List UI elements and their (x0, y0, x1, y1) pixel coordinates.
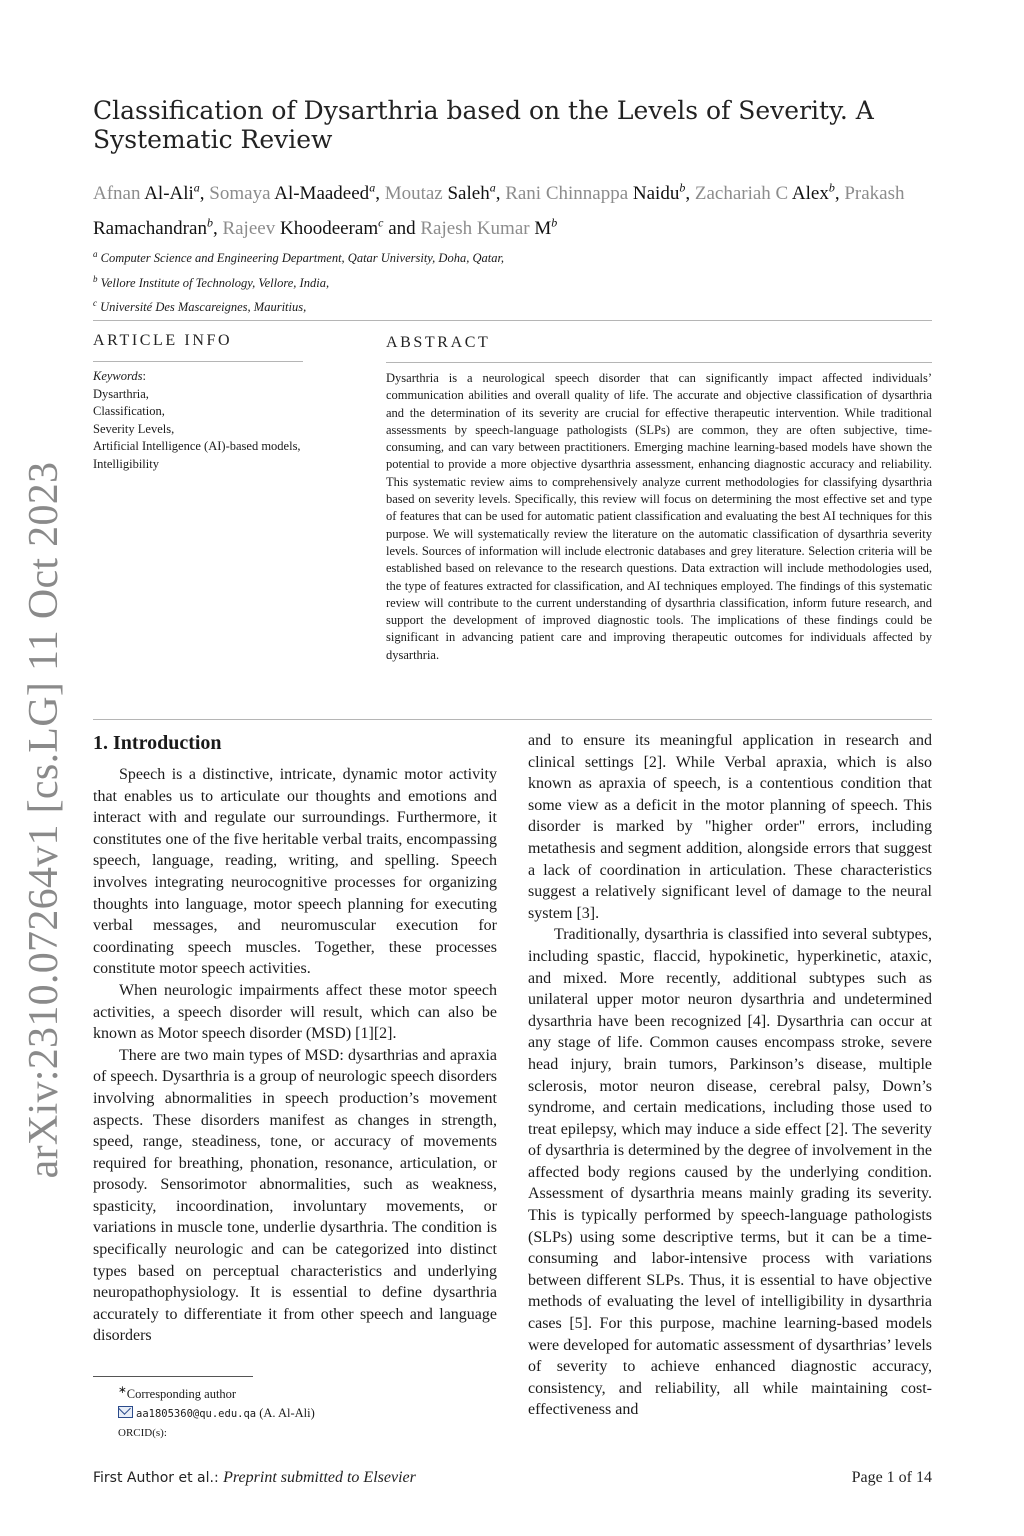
author: Afnan Al-Ali$^a$, (93, 181, 210, 205)
arxiv-identifier: arXiv:2310.07264v1 [cs.LG] 11 Oct 2023 (21, 461, 67, 1179)
author: Rajeev Khoodeeram$^c$ and (222, 215, 421, 239)
right-column (528, 730, 932, 1421)
abstract-rule (386, 362, 932, 363)
article-info-heading: ARTICLE INFO (93, 332, 233, 349)
keywords-block: Keywords: Dysarthria, Classification, Severity Levels, Artificial Intelligence (AI)-based models, Intelligibility (93, 368, 318, 473)
paper-title: Classification of Dysarthria based on the Levels of Severity. A Systematic Review (93, 96, 874, 154)
affiliation: $^c$ Université Des Mascareignes, Mauritius, (93, 298, 307, 315)
keyword: Intelligibility (93, 456, 159, 471)
header-rule (93, 320, 932, 321)
section-heading-introduction: 1. Introduction (93, 732, 222, 754)
affiliation: $^b$ Vellore Institute of Technology, Vellore, India, (93, 273, 330, 290)
keywords-label: Keywords (93, 369, 143, 383)
keyword: Dysarthria, (93, 386, 149, 401)
keyword: Artificial Intelligence (AI)-based models, (93, 439, 301, 453)
email-link[interactable]: aa1805360@qu.edu.qa (136, 1408, 257, 1421)
abstract-text: Dysarthria is a neurological speech disorder that can significantly impact affected individuals’ communication abilities and overall quality of life. The accurate and objective classification of dysarthria and the determination of its severity are crucial for effective therapeutic intervention. While traditional assessments by speech-language pathologists (SLPs) are common, they are often subjective, time-consuming, and can vary between practitioners. Emerging machine learning-based models have shown the potential to provide a more objective dysarthria assessment, enhancing diagnostic accuracy and reliability. This systematic review aims to comprehensively analyze current methodologies for classifying dysarthria based on severity levels. Specifically, this review will focus on determining the most effective set and type of features that can be used for automatic patient classification and evaluating the best AI techniques for this purpose. We will systematically review the literature on the automatic classification of dysarthria severity levels. Sources of information will include electronic databases and grey literature. Selection criteria will be established based on relevance to the research questions. Data extraction will include methodologies used, the type of features extracted for classification, and AI techniques employed. The findings of this systematic review will contribute to the current understanding of dysarthria classification, inform future research, and support the development of improved diagnostic tools. The implications of these findings could be significant in advancing patient care and improving therapeutic outcomes for individuals affected by dysarthria. (386, 371, 932, 662)
left-column (93, 730, 497, 1347)
paragraph: Speech is a distinctive, intricate, dynamic motor activity that enables us to articulate our thoughts and emotions and interact with and regulate our surroundings. Furthermore, it constitutes one of the five heritable verbal traits, encompassing speech, language, reading, writing, and spelling. Speech involves integrating neurocognitive processes for organizing thoughts into language, motor speech planning for executing verbal messages, and neuromuscular execution for coordinating speech muscles. Together, these processes constitute motor speech activities. (93, 766, 497, 978)
envelope-icon (118, 1406, 133, 1418)
body-rule (93, 719, 932, 720)
article-info-rule (93, 361, 303, 362)
author: Moutaz Saleh$^a$, (384, 181, 506, 205)
paragraph: When neurologic impairments affect these motor speech activities, a speech disorder will result, which can also be known as Motor speech disorder (MSD) [1][2]. (93, 981, 497, 1043)
page-number: Page 1 of 14 (851, 1469, 932, 1486)
author: Rani Chinnappa Naidu$^b$, (505, 181, 695, 205)
author: Prakash Ramachandran$^b$, (93, 183, 905, 239)
keyword: Severity Levels, (93, 421, 175, 436)
orcid-label: ORCID(s): (118, 1427, 167, 1440)
keyword: Classification, (93, 404, 165, 418)
affiliations (93, 244, 933, 318)
paragraph: Traditionally, dysarthria is classified into several subtypes, including spastic, flaccid, hypokinetic, hyperkinetic, ataxic, and mixed. More recently, additional subtypes such as unilateral upper motor neuron dysarthria and undetermined dysarthria have been recognized [4]. Dysarthria can occur at any stage of life. Common causes encompass stroke, severe head injury, brain tumors, Parkinson’s disease, multiple sclerosis, motor neuron disease, cerebral palsy, Down’s syndrome, and certain medications, including those used to treat epilepsy, which may induce a side effect [2]. The severity of dysarthria is determined by the degree of involvement in the affected body regions caused by the underlying condition. Assessment of dysarthria means mainly grading its severity. This is typically performed by speech-language pathologists (SLPs) using some descriptive terms, but it can be a time-consuming and labor-intensive process with variations between different SLPs. Thus, it is essential to have objective methods of evaluating the level of intelligibility in dysarthria cases [5]. For this purpose, machine learning-based models were developed for automatic assessment of dysarthrias’ levels of severity to achieve enhanced diagnostic accuracy, consistency, and reliability, all while maintaining cost-effectiveness and (528, 926, 932, 1419)
paragraph: and to ensure its meaningful application in research and clinical settings [2]. While Verbal apraxia, which is also known as apraxia of speech, is a contentious condition that some view as a deficit in the motor planning of speech. This disorder is marked by "higher order" errors, including metathesis and segment addition, alongside errors that suggest a lack of coordination in articulation. These characteristics suggest a relatively significant level of damage to the neural system [3]. (528, 732, 932, 922)
author: Zachariah C Alex$^b$, (694, 181, 845, 205)
footnote-rule (93, 1376, 253, 1377)
author: Somaya Al-Maadeed$^a$, (209, 181, 385, 205)
running-footer: First Author et al.: Preprint submitted to Elsevier (93, 1469, 416, 1486)
abstract-heading: ABSTRACT (386, 334, 491, 351)
affiliation: $^a$ Computer Science and Engineering Department, Qatar University, Doha, Qatar, (93, 249, 505, 266)
footnote: ∗Corresponding author aa1805360@qu.edu.qa (A. Al-Ali) ORCID(s): (118, 1381, 498, 1443)
paragraph: There are two main types of MSD: dysarthrias and apraxia of speech. Dysarthria is a group of neurologic speech disorders involving abnormalities in speech production’s movement aspects. These disorders manifest as changes in strength, speed, range, steadiness, tone, or accuracy of movements required for breathing, phonation, resonance, articulation, or prosody. Sensorimotor abnormalities, such as weakness, spasticity, incoordination, involuntary movements, or variations in muscle tone, underlie dysarthria. The condition is specifically neurologic and can be categorized into distinct types based on perceptual characteristics and underlying neuropathophysiology. It is essential to define dysarthria accurately to differentiate it from other speech and language disorders (93, 1046, 497, 1345)
corresponding-author-note: Corresponding author (126, 1387, 237, 1402)
author-list (93, 174, 933, 243)
author: Rajesh Kumar $M^b$ (420, 215, 558, 239)
